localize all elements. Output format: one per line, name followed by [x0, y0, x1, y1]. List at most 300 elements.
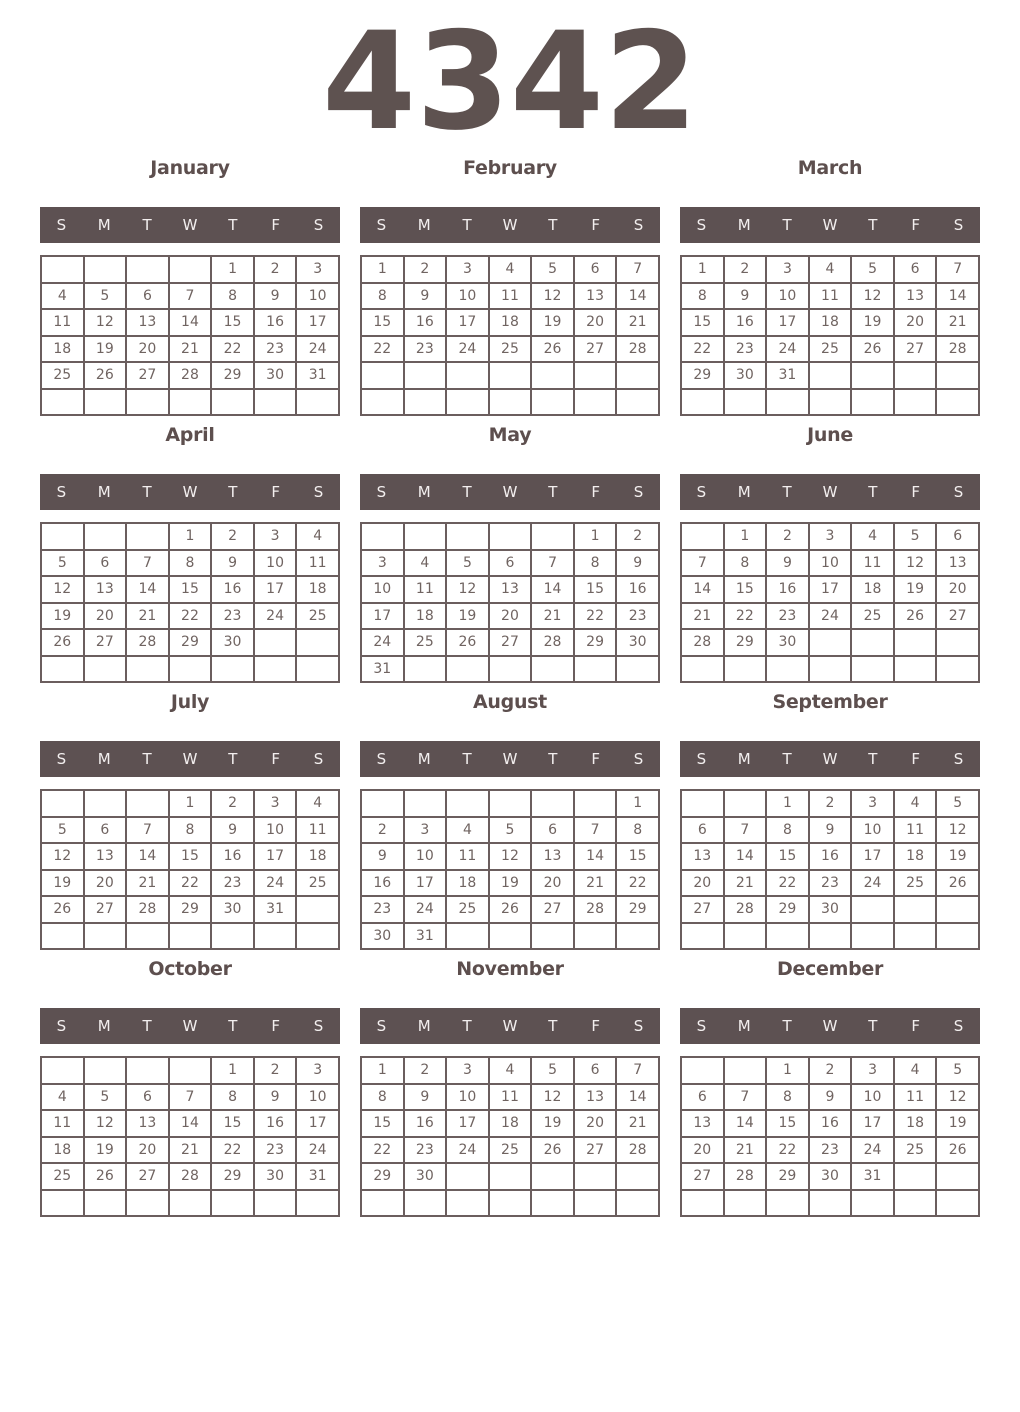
date-cell: 8 [616, 817, 659, 844]
day-of-week-label: T [548, 483, 558, 501]
empty-date-cell [724, 1190, 767, 1217]
empty-date-cell [809, 923, 852, 950]
date-cell: 6 [936, 523, 979, 550]
week-row [361, 656, 659, 683]
date-cell: 6 [126, 283, 169, 310]
date-cell: 28 [681, 629, 724, 656]
date-cell: 30 [404, 1163, 447, 1190]
empty-date-cell [126, 389, 169, 416]
month-title: August [473, 691, 547, 713]
date-cell: 30 [254, 1163, 297, 1190]
date-cell: 24 [809, 603, 852, 630]
empty-date-cell [681, 790, 724, 817]
empty-date-cell [894, 362, 937, 389]
empty-date-cell [41, 1190, 84, 1217]
day-of-week-label: S [56, 1017, 67, 1035]
date-cell: 21 [724, 1137, 767, 1164]
empty-date-cell [531, 389, 574, 416]
date-cell: 6 [126, 1084, 169, 1111]
date-cell: 13 [126, 309, 169, 336]
date-cell: 15 [766, 843, 809, 870]
date-cell: 21 [724, 870, 767, 897]
empty-date-cell [361, 523, 404, 550]
date-cell: 4 [41, 283, 84, 310]
month-date-grid [40, 789, 340, 950]
empty-date-cell [851, 389, 894, 416]
month-january [40, 153, 340, 416]
week-row [361, 1084, 659, 1111]
week-row [361, 389, 659, 416]
date-cell: 25 [296, 870, 339, 897]
date-cell: 8 [724, 550, 767, 577]
date-cell: 26 [41, 629, 84, 656]
date-cell: 11 [489, 1084, 532, 1111]
date-cell: 16 [766, 576, 809, 603]
day-of-week-header-bar [680, 207, 980, 243]
empty-date-cell [84, 389, 127, 416]
week-row [681, 1163, 979, 1190]
date-cell: 21 [126, 603, 169, 630]
week-row [361, 1190, 659, 1217]
date-cell: 15 [681, 309, 724, 336]
date-cell: 11 [851, 550, 894, 577]
month-date-grid [680, 255, 980, 416]
date-cell: 20 [531, 870, 574, 897]
month-september [680, 687, 980, 950]
date-cell: 24 [296, 336, 339, 363]
date-cell: 8 [169, 817, 212, 844]
day-of-week-label: S [633, 483, 644, 501]
date-cell: 17 [809, 576, 852, 603]
week-row [41, 1163, 339, 1190]
week-row [361, 283, 659, 310]
week-row [41, 1190, 339, 1217]
date-cell: 16 [616, 576, 659, 603]
empty-date-cell [211, 1190, 254, 1217]
date-cell: 25 [809, 336, 852, 363]
day-of-week-label: M [97, 216, 111, 234]
date-cell: 20 [126, 1137, 169, 1164]
date-cell: 16 [211, 843, 254, 870]
day-of-week-label: W [822, 1017, 838, 1035]
empty-date-cell [446, 923, 489, 950]
date-cell: 26 [851, 336, 894, 363]
date-cell: 10 [254, 550, 297, 577]
day-of-week-header-bar [40, 207, 340, 243]
empty-date-cell [851, 362, 894, 389]
empty-date-cell [936, 656, 979, 683]
date-cell: 5 [84, 1084, 127, 1111]
date-cell: 31 [851, 1163, 894, 1190]
date-cell: 20 [681, 870, 724, 897]
empty-date-cell [446, 389, 489, 416]
date-cell: 29 [766, 1163, 809, 1190]
date-cell: 18 [894, 843, 937, 870]
date-cell: 12 [936, 817, 979, 844]
date-cell: 17 [254, 576, 297, 603]
week-row [681, 576, 979, 603]
empty-date-cell [531, 1163, 574, 1190]
week-row [361, 790, 659, 817]
date-cell: 12 [894, 550, 937, 577]
date-cell: 28 [574, 896, 617, 923]
date-cell: 5 [41, 817, 84, 844]
date-cell: 5 [84, 283, 127, 310]
empty-date-cell [894, 656, 937, 683]
week-row [361, 1137, 659, 1164]
date-cell: 22 [724, 603, 767, 630]
date-cell: 28 [616, 336, 659, 363]
date-cell: 18 [851, 576, 894, 603]
day-of-week-label: F [591, 1017, 601, 1035]
empty-date-cell [616, 362, 659, 389]
week-row [41, 550, 339, 577]
month-title: June [807, 424, 853, 446]
date-cell: 7 [724, 817, 767, 844]
date-cell: 1 [169, 523, 212, 550]
date-cell: 31 [361, 656, 404, 683]
empty-date-cell [84, 1057, 127, 1084]
week-row [361, 336, 659, 363]
date-cell: 10 [296, 283, 339, 310]
date-cell: 28 [531, 629, 574, 656]
date-cell: 18 [446, 870, 489, 897]
month-title: May [488, 424, 532, 446]
date-cell: 8 [361, 1084, 404, 1111]
date-cell: 2 [616, 523, 659, 550]
date-cell: 30 [211, 629, 254, 656]
empty-date-cell [766, 923, 809, 950]
day-of-week-label: S [953, 216, 964, 234]
date-cell: 15 [766, 1110, 809, 1137]
date-cell: 27 [84, 896, 127, 923]
date-cell: 6 [574, 1057, 617, 1084]
date-cell: 15 [169, 576, 212, 603]
date-cell: 12 [936, 1084, 979, 1111]
empty-date-cell [809, 362, 852, 389]
date-cell: 28 [169, 362, 212, 389]
day-of-week-label: F [911, 483, 921, 501]
date-cell: 5 [936, 790, 979, 817]
day-of-week-label: T [462, 750, 472, 768]
month-title: December [776, 958, 884, 980]
date-cell: 12 [531, 1084, 574, 1111]
date-cell: 27 [894, 336, 937, 363]
day-of-week-label: F [271, 1017, 281, 1035]
week-row [681, 870, 979, 897]
date-cell: 16 [254, 309, 297, 336]
date-cell: 28 [126, 629, 169, 656]
day-of-week-label: S [313, 216, 324, 234]
day-of-week-label: T [868, 750, 878, 768]
day-of-week-label: T [142, 1017, 152, 1035]
day-of-week-label: S [376, 483, 387, 501]
date-cell: 30 [361, 923, 404, 950]
date-cell: 16 [809, 1110, 852, 1137]
date-cell: 13 [681, 843, 724, 870]
day-of-week-label: T [228, 216, 238, 234]
day-of-week-header-bar [360, 207, 660, 243]
day-of-week-label: S [953, 483, 964, 501]
week-row [41, 1084, 339, 1111]
date-cell: 4 [296, 790, 339, 817]
date-cell: 11 [404, 576, 447, 603]
empty-date-cell [404, 1190, 447, 1217]
day-of-week-label: S [376, 216, 387, 234]
empty-date-cell [936, 923, 979, 950]
date-cell: 12 [84, 1110, 127, 1137]
date-cell: 14 [681, 576, 724, 603]
date-cell: 9 [404, 1084, 447, 1111]
week-row [361, 1057, 659, 1084]
date-cell: 9 [809, 817, 852, 844]
date-cell: 17 [296, 309, 339, 336]
week-row [681, 1190, 979, 1217]
date-cell: 25 [489, 1137, 532, 1164]
date-cell: 2 [254, 1057, 297, 1084]
empty-date-cell [446, 656, 489, 683]
empty-date-cell [254, 656, 297, 683]
date-cell: 24 [361, 629, 404, 656]
date-cell: 24 [446, 336, 489, 363]
date-cell: 23 [616, 603, 659, 630]
day-of-week-label: M [737, 216, 751, 234]
month-november [360, 954, 660, 1217]
date-cell: 24 [766, 336, 809, 363]
empty-date-cell [489, 790, 532, 817]
empty-date-cell [296, 656, 339, 683]
date-cell: 17 [446, 309, 489, 336]
month-december [680, 954, 980, 1217]
day-of-week-label: S [696, 1017, 707, 1035]
date-cell: 16 [211, 576, 254, 603]
date-cell: 21 [681, 603, 724, 630]
day-of-week-label: M [737, 483, 751, 501]
week-row [681, 603, 979, 630]
month-date-grid [360, 255, 660, 416]
date-cell: 23 [809, 1137, 852, 1164]
date-cell: 2 [361, 817, 404, 844]
day-of-week-label: T [548, 1017, 558, 1035]
day-of-week-label: T [228, 1017, 238, 1035]
empty-date-cell [724, 1057, 767, 1084]
date-cell: 16 [254, 1110, 297, 1137]
date-cell: 20 [84, 870, 127, 897]
date-cell: 27 [126, 1163, 169, 1190]
date-cell: 26 [894, 603, 937, 630]
week-row [681, 362, 979, 389]
date-cell: 31 [404, 923, 447, 950]
date-cell: 7 [169, 1084, 212, 1111]
date-cell: 10 [296, 1084, 339, 1111]
week-row [361, 576, 659, 603]
date-cell: 28 [126, 896, 169, 923]
date-cell: 26 [84, 362, 127, 389]
date-cell: 3 [446, 256, 489, 283]
date-cell: 4 [296, 523, 339, 550]
week-row [41, 1110, 339, 1137]
month-date-grid [40, 1056, 340, 1217]
day-of-week-label: T [462, 1017, 472, 1035]
date-cell: 8 [681, 283, 724, 310]
day-of-week-label: T [228, 750, 238, 768]
week-row [681, 1110, 979, 1137]
empty-date-cell [169, 256, 212, 283]
week-row [41, 309, 339, 336]
empty-date-cell [766, 389, 809, 416]
day-of-week-label: W [182, 1017, 198, 1035]
date-cell: 23 [724, 336, 767, 363]
date-cell: 22 [766, 870, 809, 897]
day-of-week-label: T [142, 483, 152, 501]
day-of-week-label: F [591, 750, 601, 768]
date-cell: 6 [681, 817, 724, 844]
empty-date-cell [616, 923, 659, 950]
empty-date-cell [446, 362, 489, 389]
date-cell: 23 [211, 870, 254, 897]
day-of-week-label: F [271, 750, 281, 768]
date-cell: 4 [41, 1084, 84, 1111]
date-cell: 26 [531, 336, 574, 363]
empty-date-cell [296, 1190, 339, 1217]
date-cell: 15 [211, 309, 254, 336]
date-cell: 1 [766, 790, 809, 817]
date-cell: 13 [84, 843, 127, 870]
empty-date-cell [446, 1190, 489, 1217]
day-of-week-label: W [502, 216, 518, 234]
date-cell: 28 [169, 1163, 212, 1190]
week-row [681, 817, 979, 844]
month-title: September [772, 691, 888, 713]
date-cell: 1 [169, 790, 212, 817]
date-cell: 11 [894, 1084, 937, 1111]
date-cell: 3 [254, 790, 297, 817]
date-cell: 18 [296, 843, 339, 870]
date-cell: 18 [809, 309, 852, 336]
date-cell: 18 [41, 1137, 84, 1164]
date-cell: 17 [851, 1110, 894, 1137]
date-cell: 14 [616, 1084, 659, 1111]
date-cell: 8 [766, 817, 809, 844]
day-of-week-header-bar [680, 741, 980, 777]
empty-date-cell [851, 923, 894, 950]
empty-date-cell [126, 923, 169, 950]
date-cell: 3 [809, 523, 852, 550]
date-cell: 25 [894, 870, 937, 897]
empty-date-cell [446, 1163, 489, 1190]
date-cell: 2 [809, 790, 852, 817]
date-cell: 20 [681, 1137, 724, 1164]
day-of-week-label: F [271, 483, 281, 501]
date-cell: 15 [361, 1110, 404, 1137]
day-of-week-label: F [591, 483, 601, 501]
date-cell: 8 [574, 550, 617, 577]
date-cell: 20 [574, 1110, 617, 1137]
day-of-week-label: T [868, 216, 878, 234]
date-cell: 23 [404, 1137, 447, 1164]
empty-date-cell [84, 656, 127, 683]
date-cell: 7 [616, 1057, 659, 1084]
empty-date-cell [489, 1190, 532, 1217]
date-cell: 1 [616, 790, 659, 817]
day-of-week-label: M [417, 216, 431, 234]
date-cell: 17 [766, 309, 809, 336]
date-cell: 22 [169, 870, 212, 897]
date-cell: 30 [254, 362, 297, 389]
day-of-week-label: T [462, 216, 472, 234]
date-cell: 27 [574, 1137, 617, 1164]
month-march [680, 153, 980, 416]
date-cell: 8 [211, 1084, 254, 1111]
empty-date-cell [169, 389, 212, 416]
week-row [41, 362, 339, 389]
day-of-week-label: F [911, 1017, 921, 1035]
date-cell: 22 [211, 1137, 254, 1164]
day-of-week-label: T [782, 216, 792, 234]
empty-date-cell [296, 923, 339, 950]
day-of-week-label: W [822, 216, 838, 234]
date-cell: 14 [574, 843, 617, 870]
empty-date-cell [254, 629, 297, 656]
day-of-week-header-bar [360, 474, 660, 510]
date-cell: 5 [446, 550, 489, 577]
week-row [681, 843, 979, 870]
day-of-week-label: M [97, 1017, 111, 1035]
week-row [361, 870, 659, 897]
date-cell: 9 [254, 283, 297, 310]
date-cell: 1 [211, 1057, 254, 1084]
empty-date-cell [724, 656, 767, 683]
date-cell: 23 [766, 603, 809, 630]
day-of-week-label: W [182, 216, 198, 234]
date-cell: 22 [361, 336, 404, 363]
week-row [41, 256, 339, 283]
date-cell: 30 [809, 1163, 852, 1190]
day-of-week-label: F [591, 216, 601, 234]
date-cell: 6 [489, 550, 532, 577]
empty-date-cell [489, 656, 532, 683]
date-cell: 11 [489, 283, 532, 310]
date-cell: 23 [361, 896, 404, 923]
week-row [681, 309, 979, 336]
day-of-week-label: S [56, 750, 67, 768]
date-cell: 14 [936, 283, 979, 310]
date-cell: 29 [211, 1163, 254, 1190]
date-cell: 22 [616, 870, 659, 897]
date-cell: 5 [936, 1057, 979, 1084]
date-cell: 30 [766, 629, 809, 656]
month-title: April [165, 424, 215, 446]
empty-date-cell [681, 389, 724, 416]
date-cell: 22 [361, 1137, 404, 1164]
week-row [41, 870, 339, 897]
week-row [41, 923, 339, 950]
date-cell: 25 [296, 603, 339, 630]
day-of-week-label: W [182, 750, 198, 768]
date-cell: 11 [894, 817, 937, 844]
week-row [681, 790, 979, 817]
empty-date-cell [169, 1057, 212, 1084]
week-row [361, 362, 659, 389]
empty-date-cell [724, 923, 767, 950]
date-cell: 2 [211, 523, 254, 550]
empty-date-cell [681, 923, 724, 950]
day-of-week-label: S [953, 1017, 964, 1035]
date-cell: 17 [446, 1110, 489, 1137]
month-title: February [463, 157, 557, 179]
date-cell: 3 [296, 256, 339, 283]
date-cell: 10 [361, 576, 404, 603]
